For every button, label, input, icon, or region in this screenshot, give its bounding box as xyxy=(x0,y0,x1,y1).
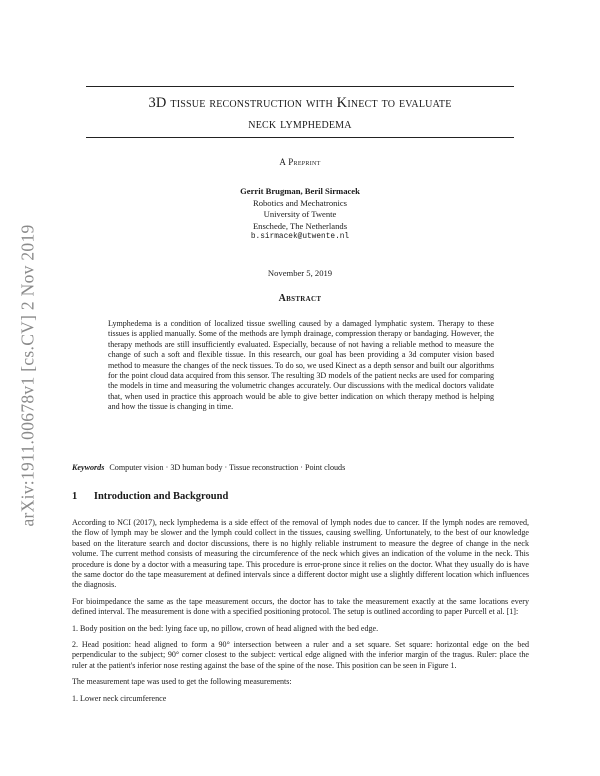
paper-date: November 5, 2019 xyxy=(267,268,333,278)
section-title: Introduction and Background xyxy=(93,491,229,502)
title-rule-bottom xyxy=(86,137,514,138)
title-rule-top xyxy=(86,86,514,87)
keywords-list: Computer vision · 3D human body · Tissue reconstruction · Point clouds xyxy=(109,463,346,472)
arxiv-identifier: arXiv:1911.00678v1 [cs.CV] 2 Nov 2019 xyxy=(17,223,38,527)
author-block xyxy=(0,186,600,244)
affiliation-line: University of Twente xyxy=(263,209,337,219)
abstract-text: Lymphedema is a condition of localized tissue swelling caused by a damaged lymphatic system. Therapy to these tissues is applied manually. Some of the methods are lymph drainage, compression therapy or bandaging. However, the therapy methods are still insufficiently evaluated. Especially, because of not having a reliable method to measure the change of such a soft and flexible tissue. In this research, our goal has been providing a 3d computer vision based method to measure the changes of the neck tissues. To do so, we used Kinect as a depth sensor and built our algorithms for the point cloud data acquired from this sensor. The resulting 3D models of the patient necks are used for comparing the models in time and measuring the volumetric changes accurately. Our discussions with the medical doctors validate that, when used in practice this approach would be able to give better indication on which therapy method is helping and how the tissue is changing in time. xyxy=(108,319,494,412)
section-body xyxy=(72,518,529,710)
affiliation-line: Enschede, The Netherlands xyxy=(252,220,348,231)
title-line-1: 3D tissue reconstruction with Kinect to evaluate xyxy=(148,95,452,111)
preprint-label: A Preprint xyxy=(279,157,321,167)
list-item: 1. Lower neck circumference xyxy=(72,693,167,703)
abstract-heading: Abstract xyxy=(278,293,322,304)
paper-title xyxy=(86,93,514,135)
keywords-label: Keywords xyxy=(72,463,105,472)
author-names: Gerrit Brugman, Beril Sirmacek xyxy=(240,186,360,196)
title-line-2: neck lymphedema xyxy=(248,116,352,132)
body-paragraph: The measurement tape was used to get the following measurements: xyxy=(72,677,292,687)
list-item: 2. Head position: head aligned to form a 90° intersection between a ruler and a set square. Set square: horizontal edge on the bed perpendicular to the subject; 90° corner closest to the subject: vertical edge aligned with the inferior margin of the tragus. Ruler: place the ruler at the patient's inferior nose resting against the base of the spine of the nose. This position can be seen in Figure 1. xyxy=(72,640,529,670)
body-paragraph: For bioimpedance the same as the tape measurement occurs, the doctor has to take the measurement exactly at the same locations every defined interval. The measurement is done with a specified positioning protocol. The setup is outlined according to paper Purcell et al. [1]: xyxy=(72,596,529,617)
list-item: 1. Body position on the bed: lying face up, no pillow, crown of head aligned with the bed edge. xyxy=(72,623,379,633)
author-email[interactable]: b.sirmacek@utwente.nl xyxy=(250,233,350,241)
section-heading xyxy=(72,491,228,502)
body-paragraph: According to NCI (2017), neck lymphedema is a side effect of the removal of lymph nodes due to cancer. If the lymph nodes are removed, the flow of lymph may be slower and the lymph could collect in the tissues, causing swelling. Unfortunately, to the best of our knowledge based on the literature search and doctor discussions, there is no highly reliable instrument to measure the degree of change in the neck volume. The current method consists of measuring the circumference of the neck which gives an indication of the volume in the neck. This procedure is done by a doctor with a measuring tape. This procedure is error-prone since it relies on the doctor. What they usually do is have the same doctor do the tape measurement at defined intervals since a different doctor might use a slightly different location which influences the diagnosis. xyxy=(72,518,529,590)
keywords-line xyxy=(72,463,532,472)
affiliation-line: Robotics and Mechatronics xyxy=(252,197,348,208)
section-number: 1 xyxy=(72,491,78,502)
